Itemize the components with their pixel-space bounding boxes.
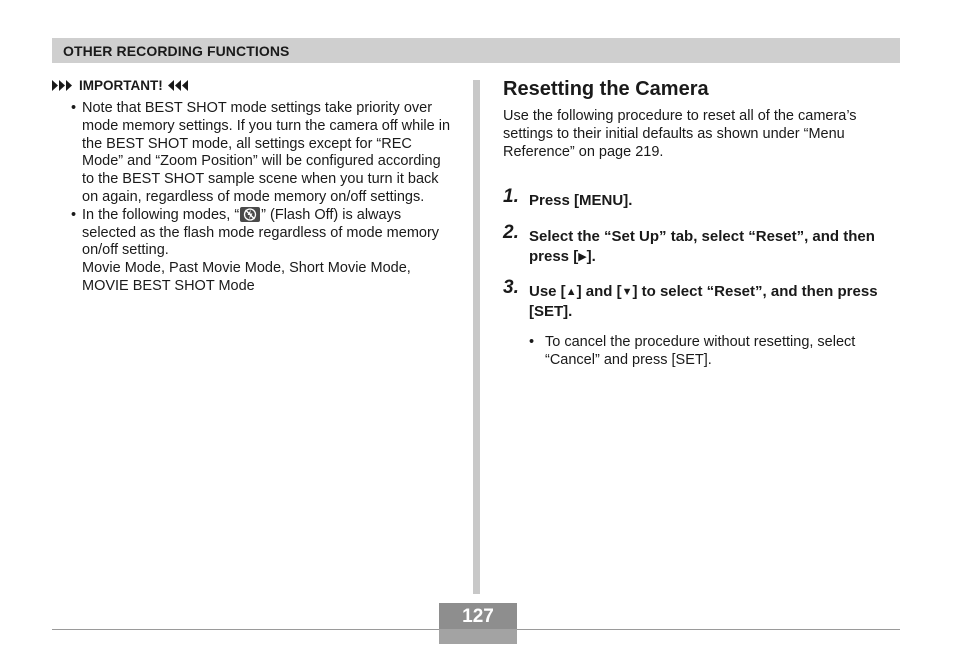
down-triangle-icon: ▼ [621,286,633,298]
right-triangle-icon: ▶ [578,251,587,263]
up-triangle-icon: ▲ [565,286,577,298]
step-text: Press [MENU]. [529,192,633,209]
step-number: 1. [503,186,519,207]
bullet: • [529,334,535,350]
step-text-a: Use [ [529,283,566,300]
section-title: Resetting the Camera [503,78,709,100]
bullet: • [71,206,77,223]
movie-modes: Movie Mode, Past Movie Mode, Short Movie Mode, MOVIE BEST SHOT Mode [82,260,411,294]
step-number: 3. [503,277,519,298]
step-text-after: ]. [586,248,596,265]
cancel-note-text: To cancel the procedure without resetting, select “Cancel” and press [SET]. [545,334,856,368]
bullet: • [71,100,77,116]
left-arrows-icon [168,80,190,91]
page-number-box [439,603,517,644]
important-label: IMPORTANT! [79,77,163,93]
header-title: OTHER RECORDING FUNCTIONS [63,43,290,59]
reset-section [503,76,901,369]
important-heading [52,76,452,94]
important-section [52,76,452,296]
step-number: 2. [503,222,519,243]
section-intro: Use the following procedure to reset all of the camera’s settings to their initial defaults as shown under “Menu Reference” on page 219. [503,108,857,160]
page-number: 127 [462,606,494,627]
note-text-after: ” (Flash Off) is always selected as the flash mode regardless of mode memory on/off setting. [82,206,440,259]
right-arrows-icon [52,80,74,91]
list-item [71,206,452,296]
step-2 [503,222,901,267]
step-text-b: ] and [ [576,283,622,300]
important-notes [52,100,452,296]
column-divider [473,80,480,594]
header-bar [52,38,900,63]
list-item [71,100,452,207]
step-text-c: ] to select “Reset”, and then press [SET]. [529,283,878,320]
step-3 [503,277,901,322]
note-text: Note that BEST SHOT mode settings take priority over mode memory settings. If you turn the camera off while in the BEST SHOT mode, all settings except for “REC Mode” and “Zoom Position” will be configured according to the BEST SHOT sample scene when you turn it back on again, regardless of mode memory on/off settings. [82,100,451,205]
step-1 [503,186,901,211]
note-text-before: In the following modes, “ [82,206,240,223]
step-text-before: Select the “Set Up” tab, select “Reset”, and then press [ [529,228,875,265]
cancel-note [503,333,901,369]
flash-off-icon [240,207,260,222]
